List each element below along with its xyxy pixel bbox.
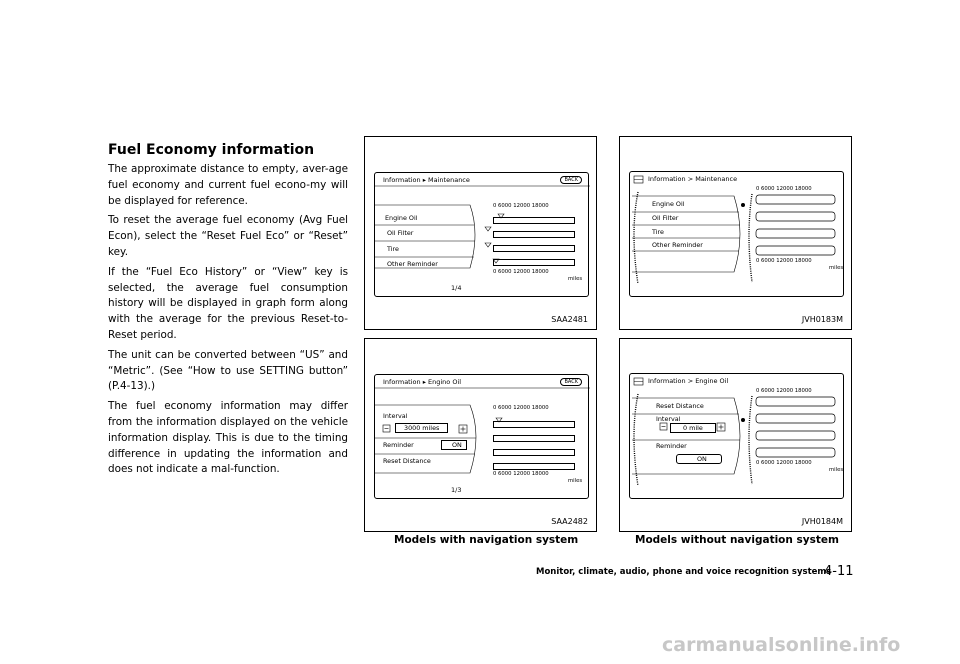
paragraph: The approximate distance to empty, aver-age fuel economy and current fuel econo-my will be displayed for reference.	[108, 163, 348, 207]
menu-item-tire[interactable]: Tire	[387, 245, 399, 253]
menu-item-other-reminder[interactable]: Other Reminder	[652, 241, 703, 249]
unit-label: miles	[568, 478, 583, 484]
page-indicator: 1/3	[451, 486, 462, 494]
gauge-graphics	[630, 374, 845, 500]
scale-ticks-top: 0 6000 12000 18000	[756, 186, 812, 192]
section-body	[108, 162, 348, 482]
figure-saa2481	[364, 136, 597, 330]
scale-ticks-bottom: 0 6000 12000 18000	[756, 460, 812, 466]
reminder-toggle[interactable]: ON	[676, 454, 722, 464]
interval-bar	[493, 421, 575, 428]
paragraph: The unit can be converted between “US” and “Metric”. (See “How to use SETTING button” (P.4-13).)	[108, 348, 348, 393]
section-title: Fuel Economy information	[108, 142, 315, 158]
maintenance-screen	[374, 172, 589, 297]
figure-caption: SAA2481	[551, 315, 588, 324]
back-button[interactable]: BACK	[560, 378, 582, 386]
screen-title: Information ▸ Maintenance	[383, 176, 470, 184]
chapter-footer: Monitor, climate, audio, phone and voice recognition systems	[536, 567, 832, 577]
interval-bar	[493, 463, 575, 470]
maintenance-screen	[629, 171, 844, 297]
scale-ticks-bottom: 0 6000 12000 18000	[756, 258, 812, 264]
figure-jvh0183m	[619, 136, 852, 330]
menu-item-oil-filter[interactable]: Oil Filter	[387, 229, 414, 237]
figure-saa2482	[364, 338, 597, 532]
reset-distance-button[interactable]: Reset Distance	[383, 457, 431, 465]
page-number: 4-11	[824, 564, 854, 579]
scale-ticks-bottom: 0 6000 12000 18000	[493, 269, 549, 275]
paragraph: The fuel economy information may differ from the information displayed on the vehicle information display. This is due to the timing difference in updating the information and does not indicate a mal-function.	[108, 400, 348, 476]
interval-value[interactable]: 0 mile	[670, 423, 716, 433]
menu-item-tire[interactable]: Tire	[652, 228, 664, 236]
unit-label: miles	[829, 265, 844, 271]
menu-item-engine-oil[interactable]: Engine Oil	[385, 214, 418, 222]
unit-label: miles	[829, 467, 844, 473]
figure-jvh0184m	[619, 338, 852, 532]
without-navigation-label: Models without navigation system	[635, 534, 839, 546]
scale-ticks-top: 0 6000 12000 18000	[756, 388, 812, 394]
screen-title: Information > Maintenance	[648, 175, 738, 183]
menu-item-other-reminder[interactable]: Other Reminder	[387, 260, 438, 268]
scale-ticks-top: 0 6000 12000 18000	[493, 405, 549, 411]
scale-ticks-top: 0 6000 12000 18000	[493, 203, 549, 209]
menu-item-oil-filter[interactable]: Oil Filter	[652, 214, 679, 222]
interval-bar	[493, 435, 575, 442]
reminder-label: Reminder	[656, 442, 687, 450]
watermark[interactable]: carmanualsonline.info	[662, 634, 901, 656]
figure-caption: JVH0183M	[801, 315, 843, 324]
reminder-toggle[interactable]: ON	[441, 440, 467, 450]
tire-bar	[493, 245, 575, 252]
back-button[interactable]: BACK	[560, 176, 582, 184]
screen-title: Information > Engine Oil	[648, 377, 729, 385]
interval-label: Interval	[383, 412, 408, 420]
menu-item-engine-oil[interactable]: Engine Oil	[652, 200, 685, 208]
interval-label: Interval	[656, 415, 681, 423]
reminder-label: Reminder	[383, 441, 414, 449]
oil-filter-bar	[493, 231, 575, 238]
interval-bar	[493, 449, 575, 456]
engine-oil-bar	[493, 217, 575, 224]
interval-value[interactable]: 3000 miles	[395, 423, 448, 433]
figure-caption: SAA2482	[551, 517, 588, 526]
page-indicator: 1/4	[451, 284, 462, 292]
scale-ticks-bottom: 0 6000 12000 18000	[493, 471, 549, 477]
figure-caption: JVH0184M	[801, 517, 843, 526]
engine-oil-screen	[629, 373, 844, 499]
other-reminder-bar	[493, 259, 575, 266]
unit-label: miles	[568, 276, 583, 282]
screen-title: Information ▸ Engino Oil	[383, 378, 462, 386]
engine-oil-screen	[374, 374, 589, 499]
with-navigation-label: Models with navigation system	[394, 534, 579, 546]
paragraph: To reset the average fuel economy (Avg Fuel Econ), select the “Reset Fuel Eco” or “Reset” key.	[108, 214, 348, 258]
reset-distance-button[interactable]: Reset Distance	[656, 402, 704, 410]
paragraph: If the “Fuel Eco History” or “View” key is selected, the average fuel consumption history will be displayed in graph form along with the average for the previous Reset-to-Reset period.	[108, 265, 348, 341]
